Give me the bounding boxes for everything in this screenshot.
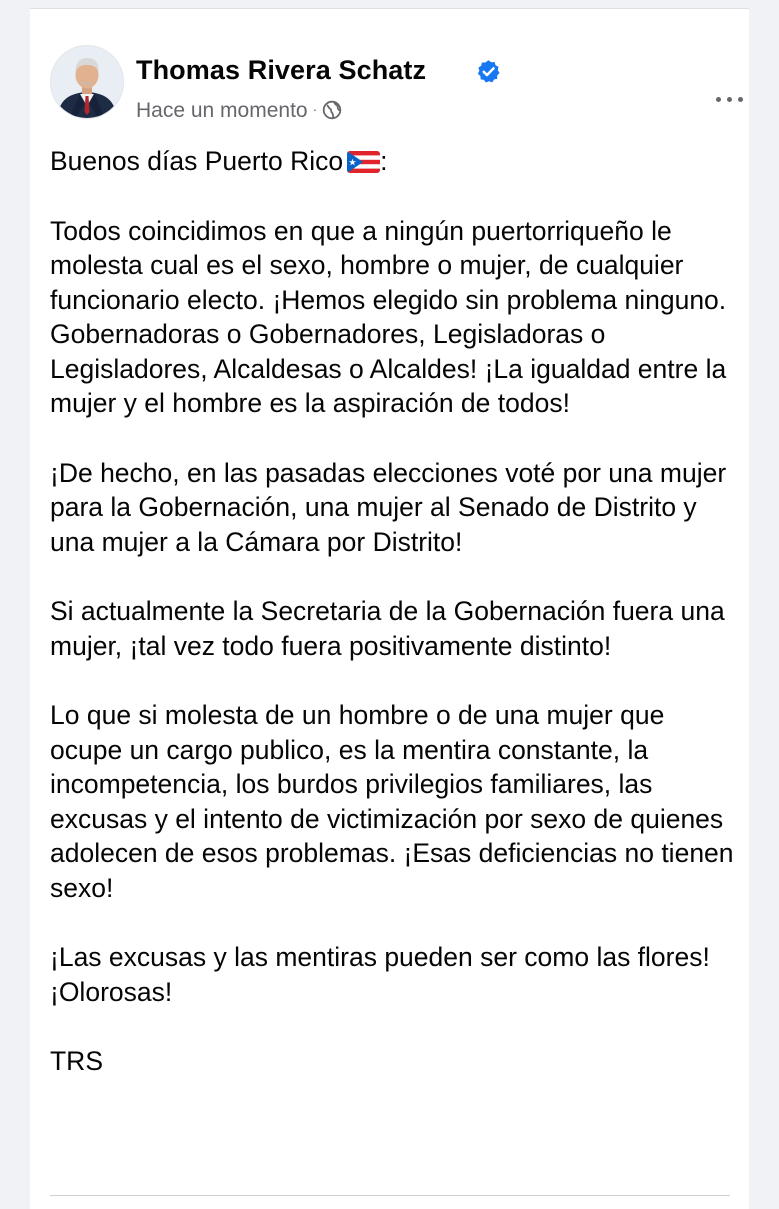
author-photo bbox=[51, 46, 123, 118]
post-paragraph-4: Lo que si molesta de un hombre o de una mujer que ocupe un cargo publico, es la mentira constante, la incompetencia, los burdos privilegios familiares, las excusas y el intento de victimización por sexo de quienes adolecen de esos problemas. ¡Esas deficiencias no tienen sexo! bbox=[50, 700, 734, 903]
greeting-line bbox=[50, 144, 740, 179]
post-signature: TRS bbox=[50, 1046, 103, 1076]
more-options-dot bbox=[738, 97, 743, 102]
post-paragraph-2: ¡De hecho, en las pasadas elecciones voté por una mujer para la Gobernación, una mujer al Senado de Distrito y una mujer a la Cámara por Distrito! bbox=[50, 457, 727, 557]
meta-separator: · bbox=[312, 101, 318, 117]
greeting-text: Buenos días Puerto Rico bbox=[50, 146, 344, 176]
verified-badge-icon bbox=[476, 59, 501, 84]
globe-icon[interactable] bbox=[322, 100, 342, 120]
post-paragraph-3: Si actualmente la Secretaria de la Gobernación fuera una mujer, ¡tal vez todo fuera positivamente distinto! bbox=[50, 596, 725, 661]
puerto-rico-flag-icon bbox=[347, 151, 380, 173]
post-timestamp[interactable]: Hace un momento bbox=[136, 99, 308, 122]
more-options-dot bbox=[727, 97, 732, 102]
more-options-icon bbox=[716, 97, 721, 102]
author-name[interactable]: Thomas Rivera Schatz bbox=[136, 55, 427, 85]
post-card bbox=[30, 8, 749, 1209]
more-options-button[interactable] bbox=[714, 85, 748, 113]
post-divider bbox=[50, 1195, 730, 1196]
post-text bbox=[50, 144, 740, 1114]
post-header bbox=[50, 45, 730, 125]
post-paragraph-5: ¡Las excusas y las mentiras pueden ser como las flores! ¡Olorosas! bbox=[50, 942, 710, 1007]
feed-top-strip bbox=[0, 0, 779, 8]
greeting-colon: : bbox=[380, 146, 388, 176]
author-avatar[interactable] bbox=[50, 45, 124, 119]
post-meta bbox=[136, 99, 342, 123]
post-paragraph-1: Todos coincidimos en que a ningún puertorriqueño le molesta cual es el sexo, hombre o mujer, de cualquier funcionario electo. ¡Hemos elegido sin problema ninguno. Gobernadoras o Gobernadores, Legisladoras o Legisladores, Alcaldesas o Alcaldes! ¡La igualdad entre la mujer y el hombre es la aspiración de todos! bbox=[50, 215, 727, 418]
